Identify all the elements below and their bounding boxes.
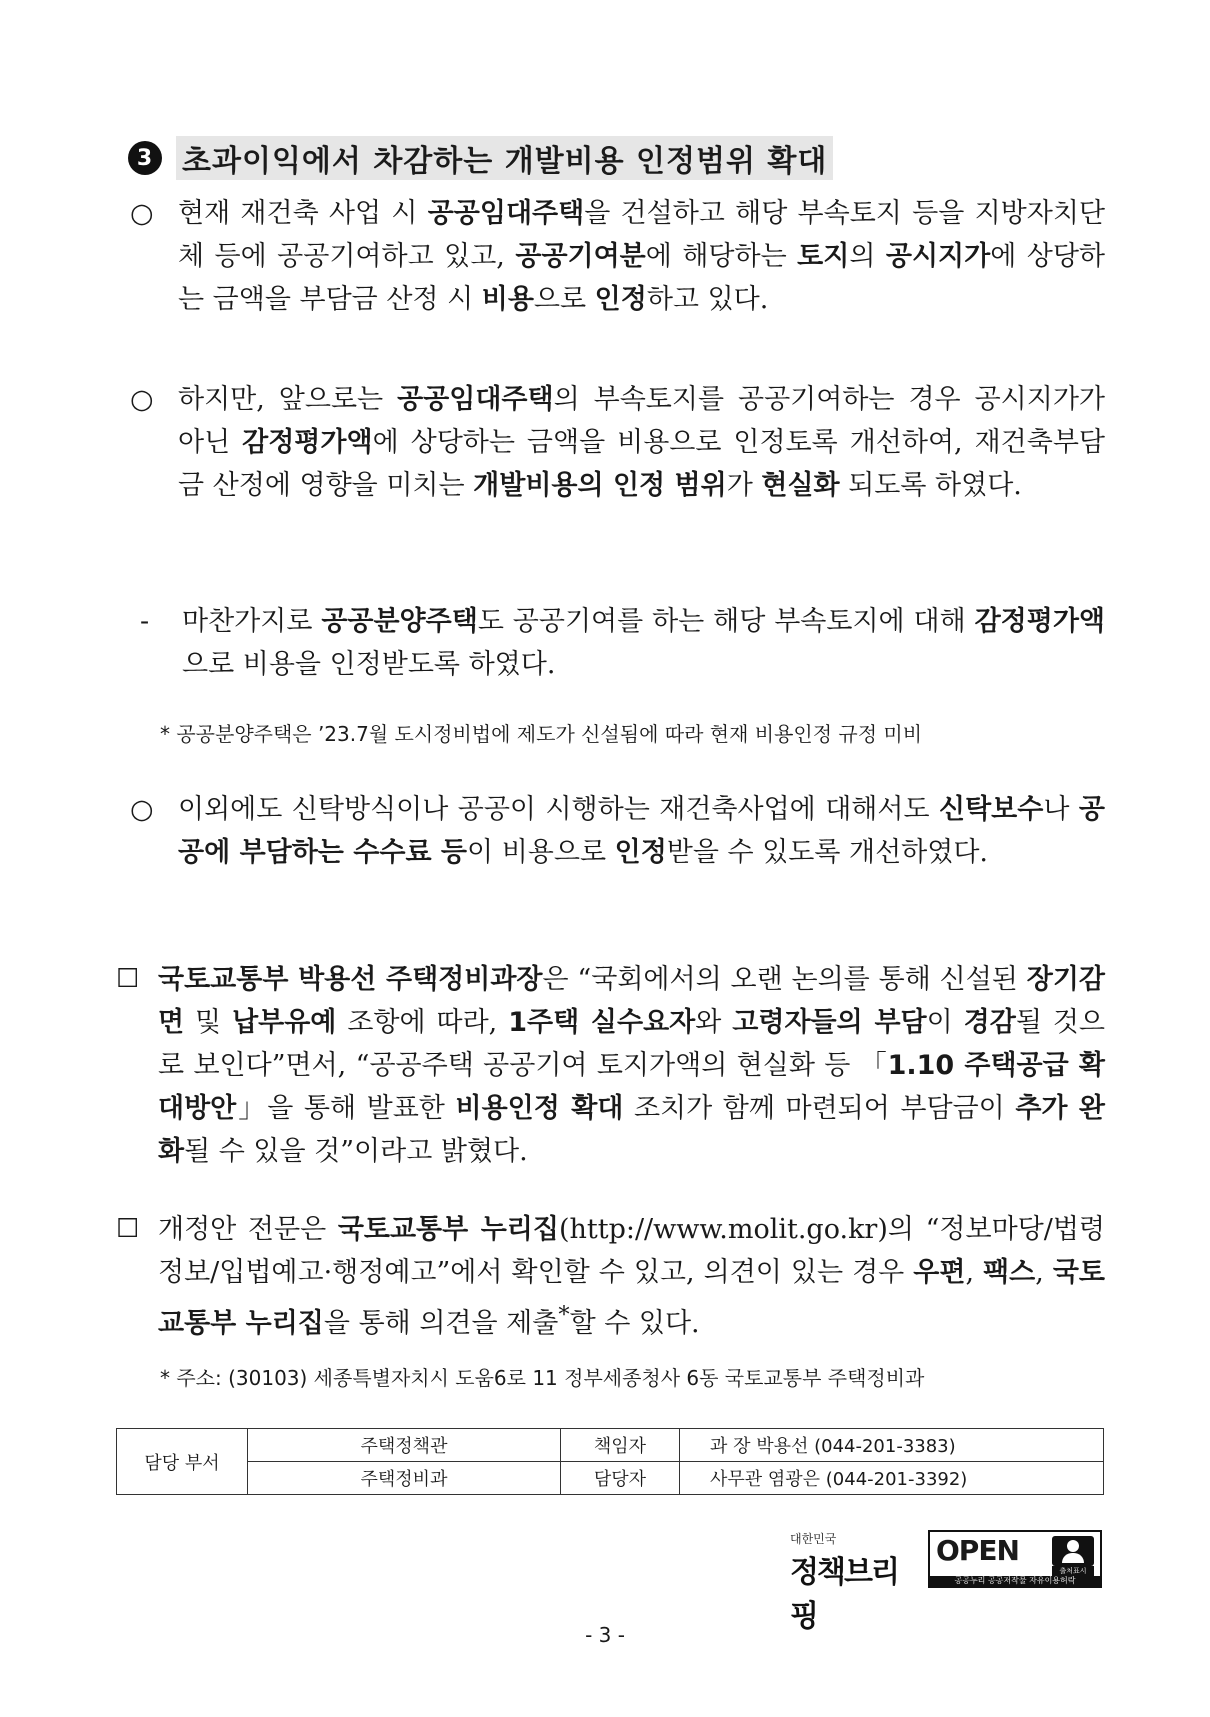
paragraph-appraisal-change: ○ 하지만, 앞으로는 공공임대주택의 부속토지를 공공기여하는 경우 공시지가가 아닌 감정평가액에 상당하는 금액을 비용으로 인정토록 개선하여, 재건축부담금 산정에 영향을 미치는 개발비용의 인정 범위가 현실화 되도록 하였다.: [130, 378, 1105, 507]
circle-bullet: ○: [130, 384, 154, 415]
circle-bullet: ○: [130, 794, 154, 825]
role-2: 담당자: [561, 1462, 680, 1495]
section-heading: [128, 136, 833, 180]
open-badge: 출처표시: [1052, 1566, 1094, 1576]
circle-bullet: ○: [130, 198, 154, 229]
paragraph-submission-info: ☐ 개정안 전문은 국토교통부 누리집(http://www.molit.go.kr)의 “정보마당/법령정보/입법예고·행정예고”에서 확인할 수 있고, 의견이 있는 경우 우편, 팩스, 국토교통부 누리집을 통해 의견을 제출*할 수 있다.: [130, 1208, 1105, 1345]
checkbox-bullet: ☐: [116, 1214, 140, 1244]
dash-bullet: -: [140, 606, 150, 637]
open-text: OPEN: [936, 1534, 1019, 1567]
footnote-public-sale: * 공공분양주택은 ’23.7월 도시정비법에 제도가 신설됨에 따라 현재 비용인정 규정 미비: [160, 722, 923, 746]
dept-1: 주택정책관: [248, 1429, 561, 1462]
paragraph-director-quote: ☐ 국토교통부 박용선 주택정비과장은 “국회에서의 오랜 논의를 통해 신설된 장기감면 및 납부유예 조항에 따라, 1주택 실수요자와 고령자들의 부담이 경감될 것으로 보인다”면서, “공공주택 공공기여 토지가액의 현실화 등 「1.10 주택공급 확대방안」을 통해 발표한 비용인정 확대 조치가 함께 마련되어 부담금이 추가 완화될 수 있을 것”이라고 밝혔다.: [130, 958, 1105, 1173]
paragraph-trust-method: ○ 이외에도 신탁방식이나 공공이 시행하는 재건축사업에 대해서도 신탁보수나 공공에 부담하는 수수료 등이 비용으로 인정받을 수 있도록 개선하였다.: [130, 788, 1105, 874]
open-sub: 공공누리 공공저작물 자유이용허락: [930, 1576, 1100, 1586]
person-2: 사무관 염광은 (044-201-3392): [680, 1462, 1104, 1495]
paragraph-current-practice: ○ 현재 재건축 사업 시 공공임대주택을 건설하고 해당 부속토지 등을 지방자치단체 등에 공공기여하고 있고, 공공기여분에 해당하는 토지의 공시지가에 상당하는 금액을 부담금 산정 시 비용으로 인정하고 있다.: [130, 192, 1105, 321]
checkbox-bullet: ☐: [116, 964, 140, 994]
page-number: - 3 -: [585, 1623, 625, 1647]
paragraph-public-sale-housing: - 마찬가지로 공공분양주택도 공공기여를 하는 해당 부속토지에 대해 감정평가액으로 비용을 인정받도록 하였다.: [130, 600, 1105, 686]
policy-briefing-logo: 대한민국 정책브리핑: [790, 1532, 898, 1634]
section-number: 3: [128, 141, 162, 175]
dept-2: 주택정비과: [248, 1462, 561, 1495]
section-title: 초과이익에서 차감하는 개발비용 인정범위 확대: [176, 136, 833, 180]
kogl-open-license-logo: [928, 1530, 1102, 1588]
contact-table: [116, 1428, 1104, 1495]
person-icon: [1052, 1536, 1094, 1566]
role-1: 책임자: [561, 1429, 680, 1462]
person-1: 과 장 박용선 (044-201-3383): [680, 1429, 1104, 1462]
dept-label: 담당 부서: [117, 1429, 248, 1495]
footnote-address: * 주소: (30103) 세종특별자치시 도움6로 11 정부세종청사 6동 국토교통부 주택정비과: [160, 1366, 925, 1390]
